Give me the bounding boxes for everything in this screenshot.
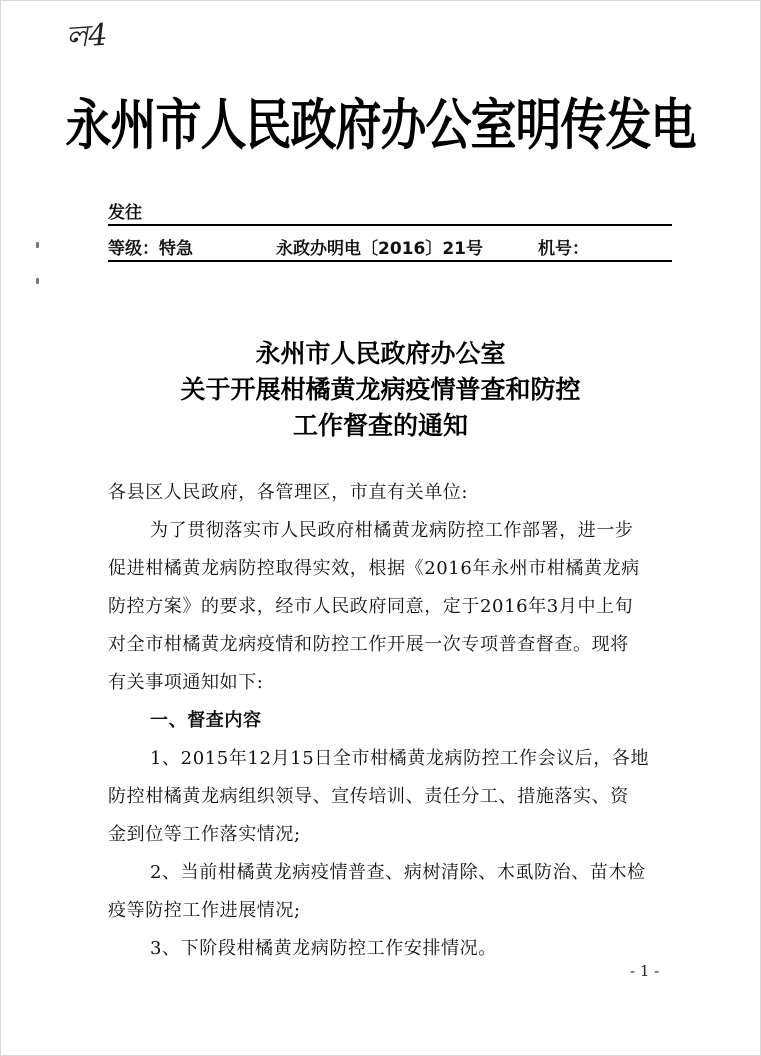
addressee-line: 各县区人民政府，各管理区，市直有关单位: — [108, 482, 469, 503]
intro-line: 为了贯彻落实市人民政府柑橘黄龙病防控工作部署，进一步 — [150, 520, 634, 541]
binding-hole — [36, 242, 39, 248]
item-1-line: 金到位等工作落实情况; — [108, 824, 301, 845]
send-to-label: 发往 — [108, 203, 142, 223]
title-line-2: 关于开展柑橘黄龙病疫情普查和防控 — [180, 375, 581, 404]
intro-line: 防控方案》的要求，经市人民政府同意，定于2016年3月中上旬 — [108, 596, 634, 617]
item-1-line: 1、2015年12月15日全市柑橘黄龙病防控工作会议后，各地 — [150, 748, 650, 769]
machine-number-label: 机号： — [538, 239, 589, 259]
item-1-line: 防控柑橘黄龙病组织领导、宣传培训、责任分工、措施落实、资 — [108, 786, 629, 807]
document-number: 永政办明电〔2016〕21号 — [276, 239, 483, 259]
header-rule-bottom — [108, 260, 672, 262]
title-line-3: 工作督查的通知 — [292, 411, 468, 440]
urgency-grade: 等级：特急 — [108, 239, 193, 259]
item-2-line: 疫等防控工作进展情况; — [108, 900, 301, 921]
binding-hole — [36, 278, 39, 284]
header-rule-top — [108, 224, 672, 226]
handwritten-note: ল4 — [64, 17, 109, 56]
page-number: - 1 - — [630, 962, 660, 980]
section-heading: 一、督查内容 — [150, 710, 262, 731]
intro-line: 促进柑橘黄龙病防控取得实效，根据《2016年永州市柑橘黄龙病 — [108, 558, 640, 579]
item-3-line: 3、下阶段柑橘黄龙病防控工作安排情况。 — [150, 938, 497, 959]
item-2-line: 2、当前柑橘黄龙病疫情普查、病树清除、木虱防治、苗木检 — [150, 862, 646, 883]
title-line-1: 永州市人民政府办公室 — [255, 339, 506, 368]
intro-line: 对全市柑橘黄龙病疫情和防控工作开展一次专项普查督查。现将 — [108, 634, 629, 655]
intro-line: 有关事项通知如下: — [108, 672, 264, 693]
document-masthead: 永州市人民政府办公室明传发电 — [65, 92, 696, 157]
header-meta-row — [108, 234, 672, 258]
